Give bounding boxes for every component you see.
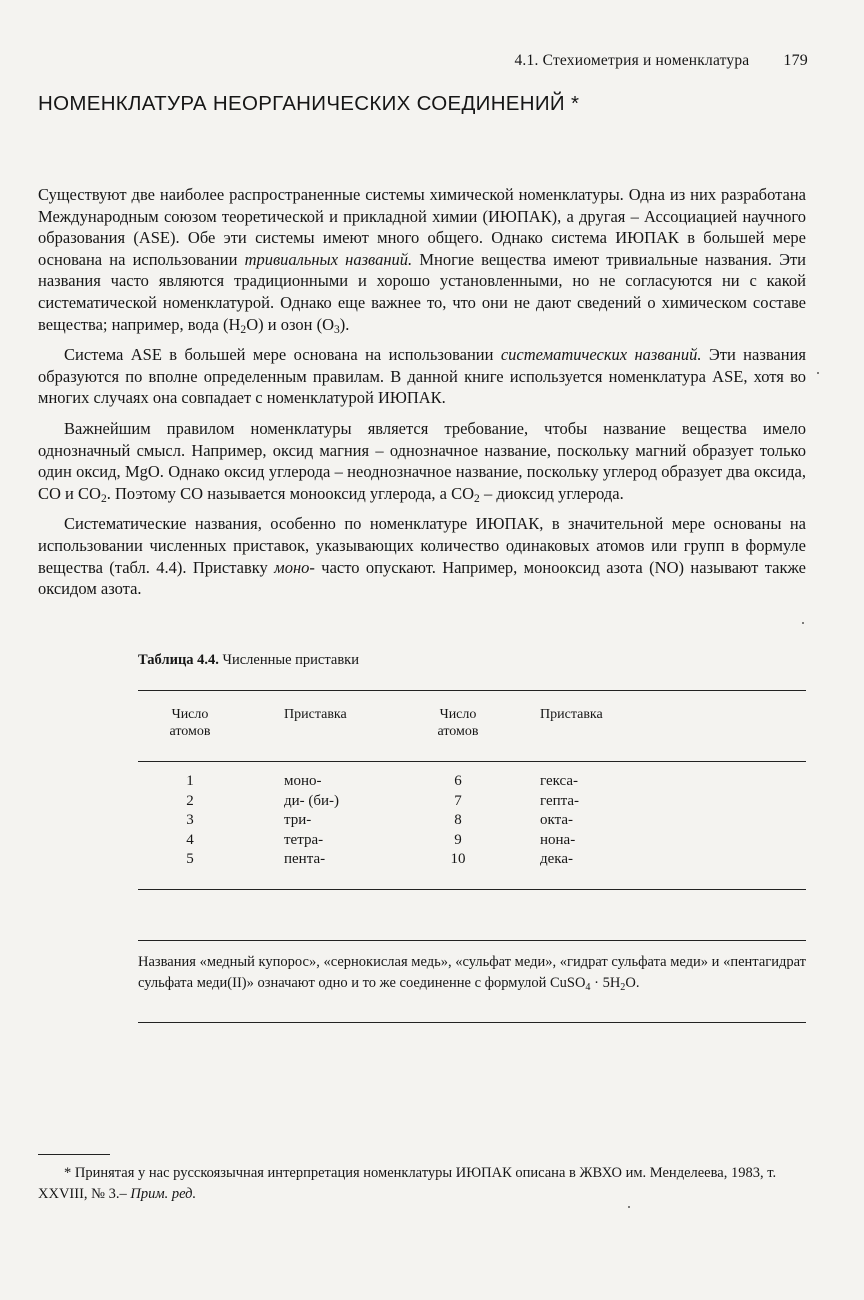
body-text [38, 184, 806, 609]
page-number: 179 [783, 52, 808, 69]
subscript: 2 [474, 492, 480, 505]
running-title: 4.1. Стехиометрия и номенклатура [514, 52, 750, 69]
boxed-note [138, 952, 806, 993]
column-atoms [138, 772, 242, 870]
subscript: 2 [100, 492, 107, 505]
table-cell: гепта- [540, 792, 580, 809]
table-caption-label: Таблица 4.4. [138, 652, 219, 668]
note-top-rule [138, 940, 806, 941]
speck-mark [628, 1206, 630, 1208]
table-cell: моно- [284, 773, 322, 789]
section-title: НОМЕНКЛАТУРА НЕОРГАНИЧЕСКИХ СОЕДИНЕНИЙ * [38, 92, 580, 115]
footnote-editor-note: Прим. ред. [130, 1185, 197, 1202]
header-prefix-2: Приставка [540, 707, 603, 722]
table-cell: 6 [454, 773, 462, 789]
table-cell: три- [284, 812, 312, 829]
subscript: 2 [240, 323, 247, 336]
paragraph-4-text-b: часто опускают. Например, монооксид азота (NO) называют также оксидом азота. [38, 557, 806, 599]
footnote [38, 1163, 806, 1204]
subscript: 3 [333, 323, 340, 336]
paragraph-2-text-b: Эти названия образуются по вполне определенным правилам. В данной книге используется номенклатура ASE, хотя во многих случаях она совпадает с номенклатурой ИЮПАК. [38, 345, 806, 408]
table-cell: 5 [186, 851, 194, 868]
header-atoms-line2: атомов [169, 724, 211, 739]
speck-mark [802, 622, 804, 624]
header-atoms-line1: Число [171, 707, 209, 722]
paragraph-1-text-b: Многие вещества имеют тривиальные названия. Эти названия часто являются традиционными и хорошо установленными, но не согласуются ни с какой систематической номенклатурой. Однако еще важнее то, что они не дают сведений о химическом составе вещества; например, вода (H [38, 249, 807, 334]
header-atoms-2 [406, 706, 510, 740]
paragraph-1-text-d: ). [339, 314, 350, 334]
footnote-rule [38, 1154, 110, 1155]
note-text-b: · 5H [590, 974, 621, 991]
table-caption-text: Численные приставки [218, 652, 359, 668]
paragraph-2 [38, 344, 806, 409]
column-atoms-2 [406, 772, 510, 870]
paragraph-3-text-a: Важнейшим правилом номенклатуры является требование, чтобы название вещества имело однозначный смысл. Например, оксид магния – однозначное название, поскольку магний образует только один оксид, MgO. Однако оксид углерода – неоднозначное название, поскольку углерод образует два оксида, CO и CO [38, 418, 806, 503]
speck-mark [817, 372, 819, 374]
table-cell: окта- [540, 812, 573, 829]
subscript: 4 [585, 981, 591, 993]
table-cell: нона- [540, 831, 576, 848]
table-cell: 1 [186, 773, 194, 789]
table-cell: 10 [450, 851, 466, 868]
table-cell: 2 [186, 792, 194, 809]
header-prefix: Приставка [284, 707, 347, 722]
paragraph-3-text-b: . Поэтому CO называется монооксид углерода, а CO [106, 483, 475, 503]
paragraph-1-text-a: Существуют две наиболее распространенные системы химической номенклатуры. Одна из них разработана Международным союзом теоретической и прикладной химии (ИЮПАК), а другая – Ассоциацией научного образования (ASE). Обе эти системы имеют много общего. Однако система ИЮПАК в большей мере основана на использовании [38, 185, 806, 269]
table-cell: пента- [284, 851, 326, 868]
header-atoms-2-line1: Число [439, 707, 477, 722]
table-cell: 4 [186, 831, 194, 848]
table-top-rule [138, 690, 806, 691]
note-bottom-rule [138, 1022, 806, 1023]
footnote-text: * Принятая у нас русскоязычная интерпретация номенклатуры ИЮПАК описана в ЖВХО им. Менделеева, 1983, т. XXVIII, № 3.– [38, 1165, 777, 1202]
table-cell: 3 [186, 812, 194, 829]
paragraph-2-text-a: Система ASE в большей мере основана на использовании [64, 345, 501, 365]
note-text-a: Названия «медный купорос», «сернокислая медь», «сульфат меди», «гидрат сульфата меди» и «пентагидрат сульфата меди(II)» означают одно и то же соединенне с формулой CuSO [138, 954, 806, 991]
paragraph-1-emphasis: тривиальных названий. [244, 249, 413, 269]
paragraph-4 [38, 513, 806, 599]
table-cell: гекса- [540, 773, 579, 789]
paragraph-3 [38, 418, 806, 504]
table-caption [138, 652, 359, 669]
table-cell: ди- (би-) [284, 792, 340, 809]
column-prefix-2 [540, 772, 579, 870]
paragraph-3-text-c: – диоксид углерода. [479, 483, 624, 503]
paragraph-1-text-c: O) и озон (O [246, 314, 334, 334]
note-text-c: O. [625, 974, 640, 991]
paragraph-4-emphasis: моно- [274, 557, 315, 577]
column-prefix [284, 772, 339, 870]
table-cell: тетра- [284, 831, 324, 848]
header-atoms [138, 706, 242, 740]
table-header-rule [138, 761, 806, 762]
table-bottom-rule [138, 889, 806, 890]
table-cell: 7 [454, 792, 462, 809]
paragraph-1 [38, 184, 806, 335]
table-cell: 8 [454, 812, 462, 829]
paragraph-4-text-a: Систематические названия, особенно по номенклатуре ИЮПАК, в значительной мере основаны на использовании численных приставок, указывающих количество одинаковых атомов или групп в формуле вещества (табл. 4.4). Приставку [38, 514, 806, 577]
table-cell: 9 [454, 831, 462, 848]
header-atoms-2-line2: атомов [437, 724, 479, 739]
paragraph-2-emphasis: систематических названий. [500, 345, 702, 365]
table-cell: дека- [540, 851, 574, 868]
running-head [38, 52, 808, 70]
subscript: 2 [620, 981, 626, 993]
